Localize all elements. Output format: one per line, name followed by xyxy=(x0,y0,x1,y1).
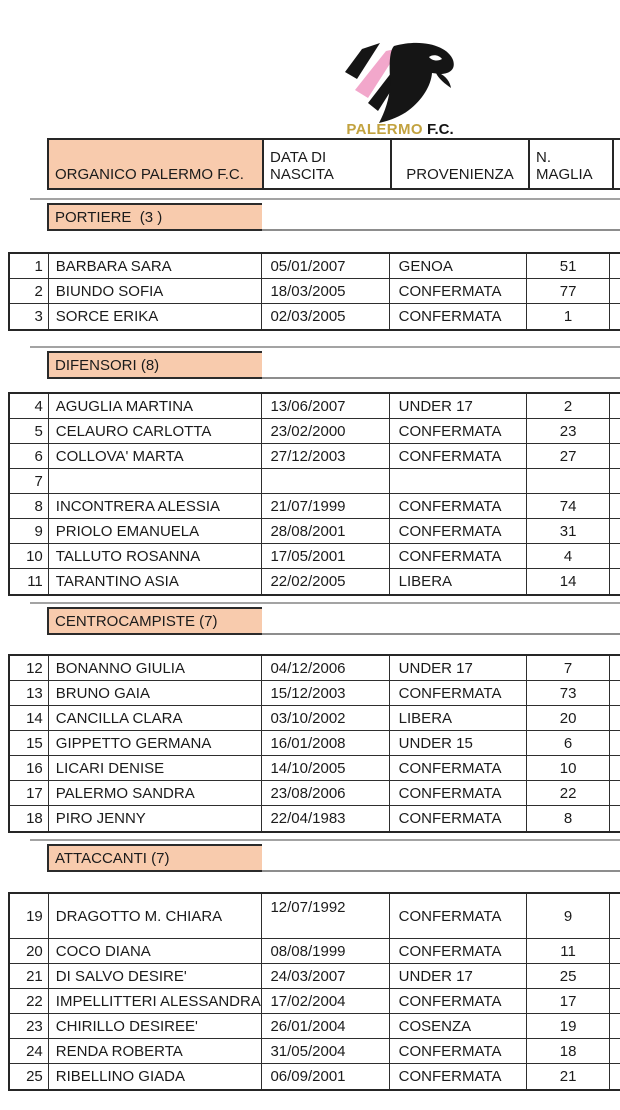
shirt-number-cell: 19 xyxy=(527,1014,610,1038)
provenance-cell: LIBERA xyxy=(390,569,527,594)
row-number-cell: 17 xyxy=(10,781,49,805)
roster-row xyxy=(10,1014,620,1039)
shirt-number-cell: 10 xyxy=(527,756,610,780)
section-header-row xyxy=(30,607,620,635)
section-spacer xyxy=(30,351,47,379)
player-name-cell: IMPELLITTERI ALESSANDRA xyxy=(49,989,263,1013)
extra-cell xyxy=(610,1039,620,1063)
roster-row xyxy=(10,731,620,756)
logo-text-palermo: PALERMO xyxy=(346,121,423,138)
provenance-cell: CONFERMATA xyxy=(390,781,527,805)
extra-cell xyxy=(610,419,620,443)
birthdate-cell: 27/12/2003 xyxy=(262,444,389,468)
row-number-cell: 15 xyxy=(10,731,49,755)
header-cell-extra xyxy=(614,140,620,188)
provenance-cell: CONFERMATA xyxy=(390,494,527,518)
roster-row xyxy=(10,756,620,781)
birthdate-cell: 17/05/2001 xyxy=(262,544,389,568)
roster-row xyxy=(10,569,620,594)
roster-row xyxy=(10,656,620,681)
provenance-cell: UNDER 17 xyxy=(390,964,527,988)
row-number-cell: 10 xyxy=(10,544,49,568)
shirt-number-cell: 8 xyxy=(527,806,610,831)
row-number-cell: 18 xyxy=(10,806,49,831)
provenance-cell: CONFERMATA xyxy=(390,756,527,780)
player-name-cell: TARANTINO ASIA xyxy=(49,569,263,594)
header-organico-label: ORGANICO PALERMO F.C. xyxy=(55,166,244,184)
birthdate-cell: 22/02/2005 xyxy=(262,569,389,594)
extra-cell xyxy=(610,731,620,755)
provenance-cell: UNDER 17 xyxy=(390,656,527,680)
roster-table-centrocampiste-7 xyxy=(8,654,620,833)
shirt-number-cell: 17 xyxy=(527,989,610,1013)
birthdate-cell: 26/01/2004 xyxy=(262,1014,389,1038)
row-number-cell: 14 xyxy=(10,706,49,730)
player-name-cell: CHIRILLO DESIREE' xyxy=(49,1014,263,1038)
section-filler-line xyxy=(262,607,620,635)
provenance-cell: CONFERMATA xyxy=(390,1039,527,1063)
birthdate-cell: 04/12/2006 xyxy=(262,656,389,680)
section-label: ATTACCANTI (7) xyxy=(47,844,262,872)
row-number-cell: 21 xyxy=(10,964,49,988)
birthdate-cell: 16/01/2008 xyxy=(262,731,389,755)
row-number-cell: 19 xyxy=(10,894,49,938)
section-bar-portiere-3 xyxy=(30,198,620,231)
row-number-cell: 23 xyxy=(10,1014,49,1038)
section-header-row xyxy=(30,844,620,872)
shirt-number-cell: 14 xyxy=(527,569,610,594)
player-name-cell: RENDA ROBERTA xyxy=(49,1039,263,1063)
header-cell-data-di-nascita xyxy=(264,140,392,188)
roster-row xyxy=(10,806,620,831)
player-name-cell: DRAGOTTO M. CHIARA xyxy=(49,894,263,938)
provenance-cell: CONFERMATA xyxy=(390,444,527,468)
section-spacer xyxy=(30,844,47,872)
section-spacer xyxy=(30,607,47,635)
roster-row xyxy=(10,279,620,304)
provenance-cell: CONFERMATA xyxy=(390,806,527,831)
provenance-cell: UNDER 15 xyxy=(390,731,527,755)
provenance-cell: CONFERMATA xyxy=(390,304,527,329)
header-maglia-line1: N. xyxy=(536,148,551,166)
roster-row xyxy=(10,304,620,329)
logo-text-fc: F.C. xyxy=(427,121,454,138)
roster-table-attaccanti-7 xyxy=(8,892,620,1091)
extra-cell xyxy=(610,254,620,278)
extra-cell xyxy=(610,1064,620,1089)
roster-row xyxy=(10,394,620,419)
extra-cell xyxy=(610,894,620,938)
row-number-cell: 8 xyxy=(10,494,49,518)
section-filler-line xyxy=(262,351,620,379)
birthdate-cell: 28/08/2001 xyxy=(262,519,389,543)
provenance-cell: CONFERMATA xyxy=(390,419,527,443)
row-number-cell: 9 xyxy=(10,519,49,543)
player-name-cell: SORCE ERIKA xyxy=(49,304,263,329)
roster-row xyxy=(10,781,620,806)
birthdate-cell: 06/09/2001 xyxy=(262,1064,389,1089)
player-name-cell: GIPPETTO GERMANA xyxy=(49,731,263,755)
provenance-cell: CONFERMATA xyxy=(390,279,527,303)
header-maglia-line2: MAGLIA xyxy=(536,166,593,184)
player-name-cell: PIRO JENNY xyxy=(49,806,263,831)
roster-row xyxy=(10,939,620,964)
birthdate-cell: 02/03/2005 xyxy=(262,304,389,329)
provenance-cell: CONFERMATA xyxy=(390,544,527,568)
extra-cell xyxy=(610,706,620,730)
extra-cell xyxy=(610,544,620,568)
player-name-cell: LICARI DENISE xyxy=(49,756,263,780)
row-number-cell: 20 xyxy=(10,939,49,963)
provenance-cell: GENOA xyxy=(390,254,527,278)
roster-row xyxy=(10,894,620,939)
shirt-number-cell: 31 xyxy=(527,519,610,543)
birthdate-cell: 12/07/1992 xyxy=(262,894,389,938)
provenance-cell: LIBERA xyxy=(390,706,527,730)
shirt-number-cell: 74 xyxy=(527,494,610,518)
player-name-cell xyxy=(49,469,263,493)
row-number-cell: 6 xyxy=(10,444,49,468)
section-label: DIFENSORI (8) xyxy=(47,351,262,379)
roster-row xyxy=(10,989,620,1014)
section-separator-line xyxy=(30,602,620,604)
player-name-cell: BIUNDO SOFIA xyxy=(49,279,263,303)
header-nascita-line2: NASCITA xyxy=(270,166,334,184)
section-separator-line xyxy=(30,346,620,348)
row-number-cell: 16 xyxy=(10,756,49,780)
extra-cell xyxy=(610,1014,620,1038)
extra-cell xyxy=(610,681,620,705)
header-cell-provenienza xyxy=(392,140,530,188)
row-number-cell: 7 xyxy=(10,469,49,493)
birthdate-cell: 15/12/2003 xyxy=(262,681,389,705)
section-filler-line xyxy=(262,203,620,231)
birthdate-cell: 08/08/1999 xyxy=(262,939,389,963)
birthdate-cell: 24/03/2007 xyxy=(262,964,389,988)
section-filler-line xyxy=(262,844,620,872)
header-provenienza-label: PROVENIENZA xyxy=(406,166,514,184)
shirt-number-cell: 9 xyxy=(527,894,610,938)
roster-row xyxy=(10,681,620,706)
extra-cell xyxy=(610,519,620,543)
provenance-cell: CONFERMATA xyxy=(390,939,527,963)
birthdate-cell: 17/02/2004 xyxy=(262,989,389,1013)
shirt-number-cell: 51 xyxy=(527,254,610,278)
player-name-cell: CANCILLA CLARA xyxy=(49,706,263,730)
player-name-cell: BRUNO GAIA xyxy=(49,681,263,705)
extra-cell xyxy=(610,964,620,988)
shirt-number-cell: 73 xyxy=(527,681,610,705)
header-cell-n-maglia xyxy=(530,140,614,188)
birthdate-cell: 23/02/2000 xyxy=(262,419,389,443)
section-bar-centrocampiste-7 xyxy=(30,602,620,635)
birthdate-cell: 18/03/2005 xyxy=(262,279,389,303)
section-bar-attaccanti-7 xyxy=(30,839,620,872)
table-header-row xyxy=(47,138,620,190)
shirt-number-cell: 2 xyxy=(527,394,610,418)
header-cell-organico xyxy=(49,140,264,188)
row-number-cell: 4 xyxy=(10,394,49,418)
provenance-cell: CONFERMATA xyxy=(390,1064,527,1089)
player-name-cell: COLLOVA' MARTA xyxy=(49,444,263,468)
player-name-cell: BARBARA SARA xyxy=(49,254,263,278)
player-name-cell: PRIOLO EMANUELA xyxy=(49,519,263,543)
roster-row xyxy=(10,419,620,444)
extra-cell xyxy=(610,444,620,468)
row-number-cell: 24 xyxy=(10,1039,49,1063)
roster-row xyxy=(10,1064,620,1089)
roster-table-difensori-8 xyxy=(8,392,620,596)
extra-cell xyxy=(610,569,620,594)
shirt-number-cell: 7 xyxy=(527,656,610,680)
player-name-cell: PALERMO SANDRA xyxy=(49,781,263,805)
player-name-cell: AGUGLIA MARTINA xyxy=(49,394,263,418)
shirt-number-cell: 25 xyxy=(527,964,610,988)
shirt-number-cell: 6 xyxy=(527,731,610,755)
section-header-row xyxy=(30,203,620,231)
player-name-cell: COCO DIANA xyxy=(49,939,263,963)
provenance-cell: COSENZA xyxy=(390,1014,527,1038)
header-nascita-line1: DATA DI xyxy=(270,148,327,166)
player-name-cell: DI SALVO DESIRE' xyxy=(49,964,263,988)
birthdate-cell: 14/10/2005 xyxy=(262,756,389,780)
section-label: CENTROCAMPISTE (7) xyxy=(47,607,262,635)
roster-row xyxy=(10,469,620,494)
shirt-number-cell: 27 xyxy=(527,444,610,468)
row-number-cell: 12 xyxy=(10,656,49,680)
extra-cell xyxy=(610,494,620,518)
roster-row xyxy=(10,444,620,469)
row-number-cell: 2 xyxy=(10,279,49,303)
shirt-number-cell: 4 xyxy=(527,544,610,568)
player-name-cell: RIBELLINO GIADA xyxy=(49,1064,263,1089)
row-number-cell: 22 xyxy=(10,989,49,1013)
player-name-cell: BONANNO GIULIA xyxy=(49,656,263,680)
shirt-number-cell: 23 xyxy=(527,419,610,443)
roster-row xyxy=(10,494,620,519)
birthdate-cell: 13/06/2007 xyxy=(262,394,389,418)
shirt-number-cell: 21 xyxy=(527,1064,610,1089)
birthdate-cell: 23/08/2006 xyxy=(262,781,389,805)
row-number-cell: 5 xyxy=(10,419,49,443)
birthdate-cell: 05/01/2007 xyxy=(262,254,389,278)
palermo-fc-logo xyxy=(320,42,480,138)
shirt-number-cell xyxy=(527,469,610,493)
birthdate-cell: 31/05/2004 xyxy=(262,1039,389,1063)
section-header-row xyxy=(30,351,620,379)
extra-cell xyxy=(610,304,620,329)
shirt-number-cell: 11 xyxy=(527,939,610,963)
player-name-cell: CELAURO CARLOTTA xyxy=(49,419,263,443)
roster-row xyxy=(10,254,620,279)
extra-cell xyxy=(610,939,620,963)
roster-row xyxy=(10,1039,620,1064)
player-name-cell: TALLUTO ROSANNA xyxy=(49,544,263,568)
player-name-cell: INCONTRERA ALESSIA xyxy=(49,494,263,518)
section-spacer xyxy=(30,203,47,231)
eagle-icon xyxy=(334,42,466,124)
shirt-number-cell: 77 xyxy=(527,279,610,303)
provenance-cell: CONFERMATA xyxy=(390,681,527,705)
section-separator-line xyxy=(30,839,620,841)
extra-cell xyxy=(610,656,620,680)
roster-row xyxy=(10,544,620,569)
provenance-cell: CONFERMATA xyxy=(390,894,527,938)
shirt-number-cell: 20 xyxy=(527,706,610,730)
shirt-number-cell: 18 xyxy=(527,1039,610,1063)
extra-cell xyxy=(610,781,620,805)
section-separator-line xyxy=(30,198,620,200)
section-label: PORTIERE (3 ) xyxy=(47,203,262,231)
extra-cell xyxy=(610,756,620,780)
birthdate-cell xyxy=(262,469,389,493)
shirt-number-cell: 1 xyxy=(527,304,610,329)
section-bar-difensori-8 xyxy=(30,346,620,379)
row-number-cell: 3 xyxy=(10,304,49,329)
provenance-cell xyxy=(390,469,527,493)
extra-cell xyxy=(610,806,620,831)
birthdate-cell: 21/07/1999 xyxy=(262,494,389,518)
provenance-cell: CONFERMATA xyxy=(390,989,527,1013)
roster-row xyxy=(10,519,620,544)
row-number-cell: 25 xyxy=(10,1064,49,1089)
roster-row xyxy=(10,706,620,731)
roster-table-portiere-3 xyxy=(8,252,620,331)
roster-row xyxy=(10,964,620,989)
birthdate-cell: 22/04/1983 xyxy=(262,806,389,831)
row-number-cell: 1 xyxy=(10,254,49,278)
provenance-cell: CONFERMATA xyxy=(390,519,527,543)
extra-cell xyxy=(610,989,620,1013)
provenance-cell: UNDER 17 xyxy=(390,394,527,418)
extra-cell xyxy=(610,279,620,303)
row-number-cell: 13 xyxy=(10,681,49,705)
logo-wordmark xyxy=(320,121,480,138)
shirt-number-cell: 22 xyxy=(527,781,610,805)
row-number-cell: 11 xyxy=(10,569,49,594)
birthdate-cell: 03/10/2002 xyxy=(262,706,389,730)
extra-cell xyxy=(610,469,620,493)
extra-cell xyxy=(610,394,620,418)
